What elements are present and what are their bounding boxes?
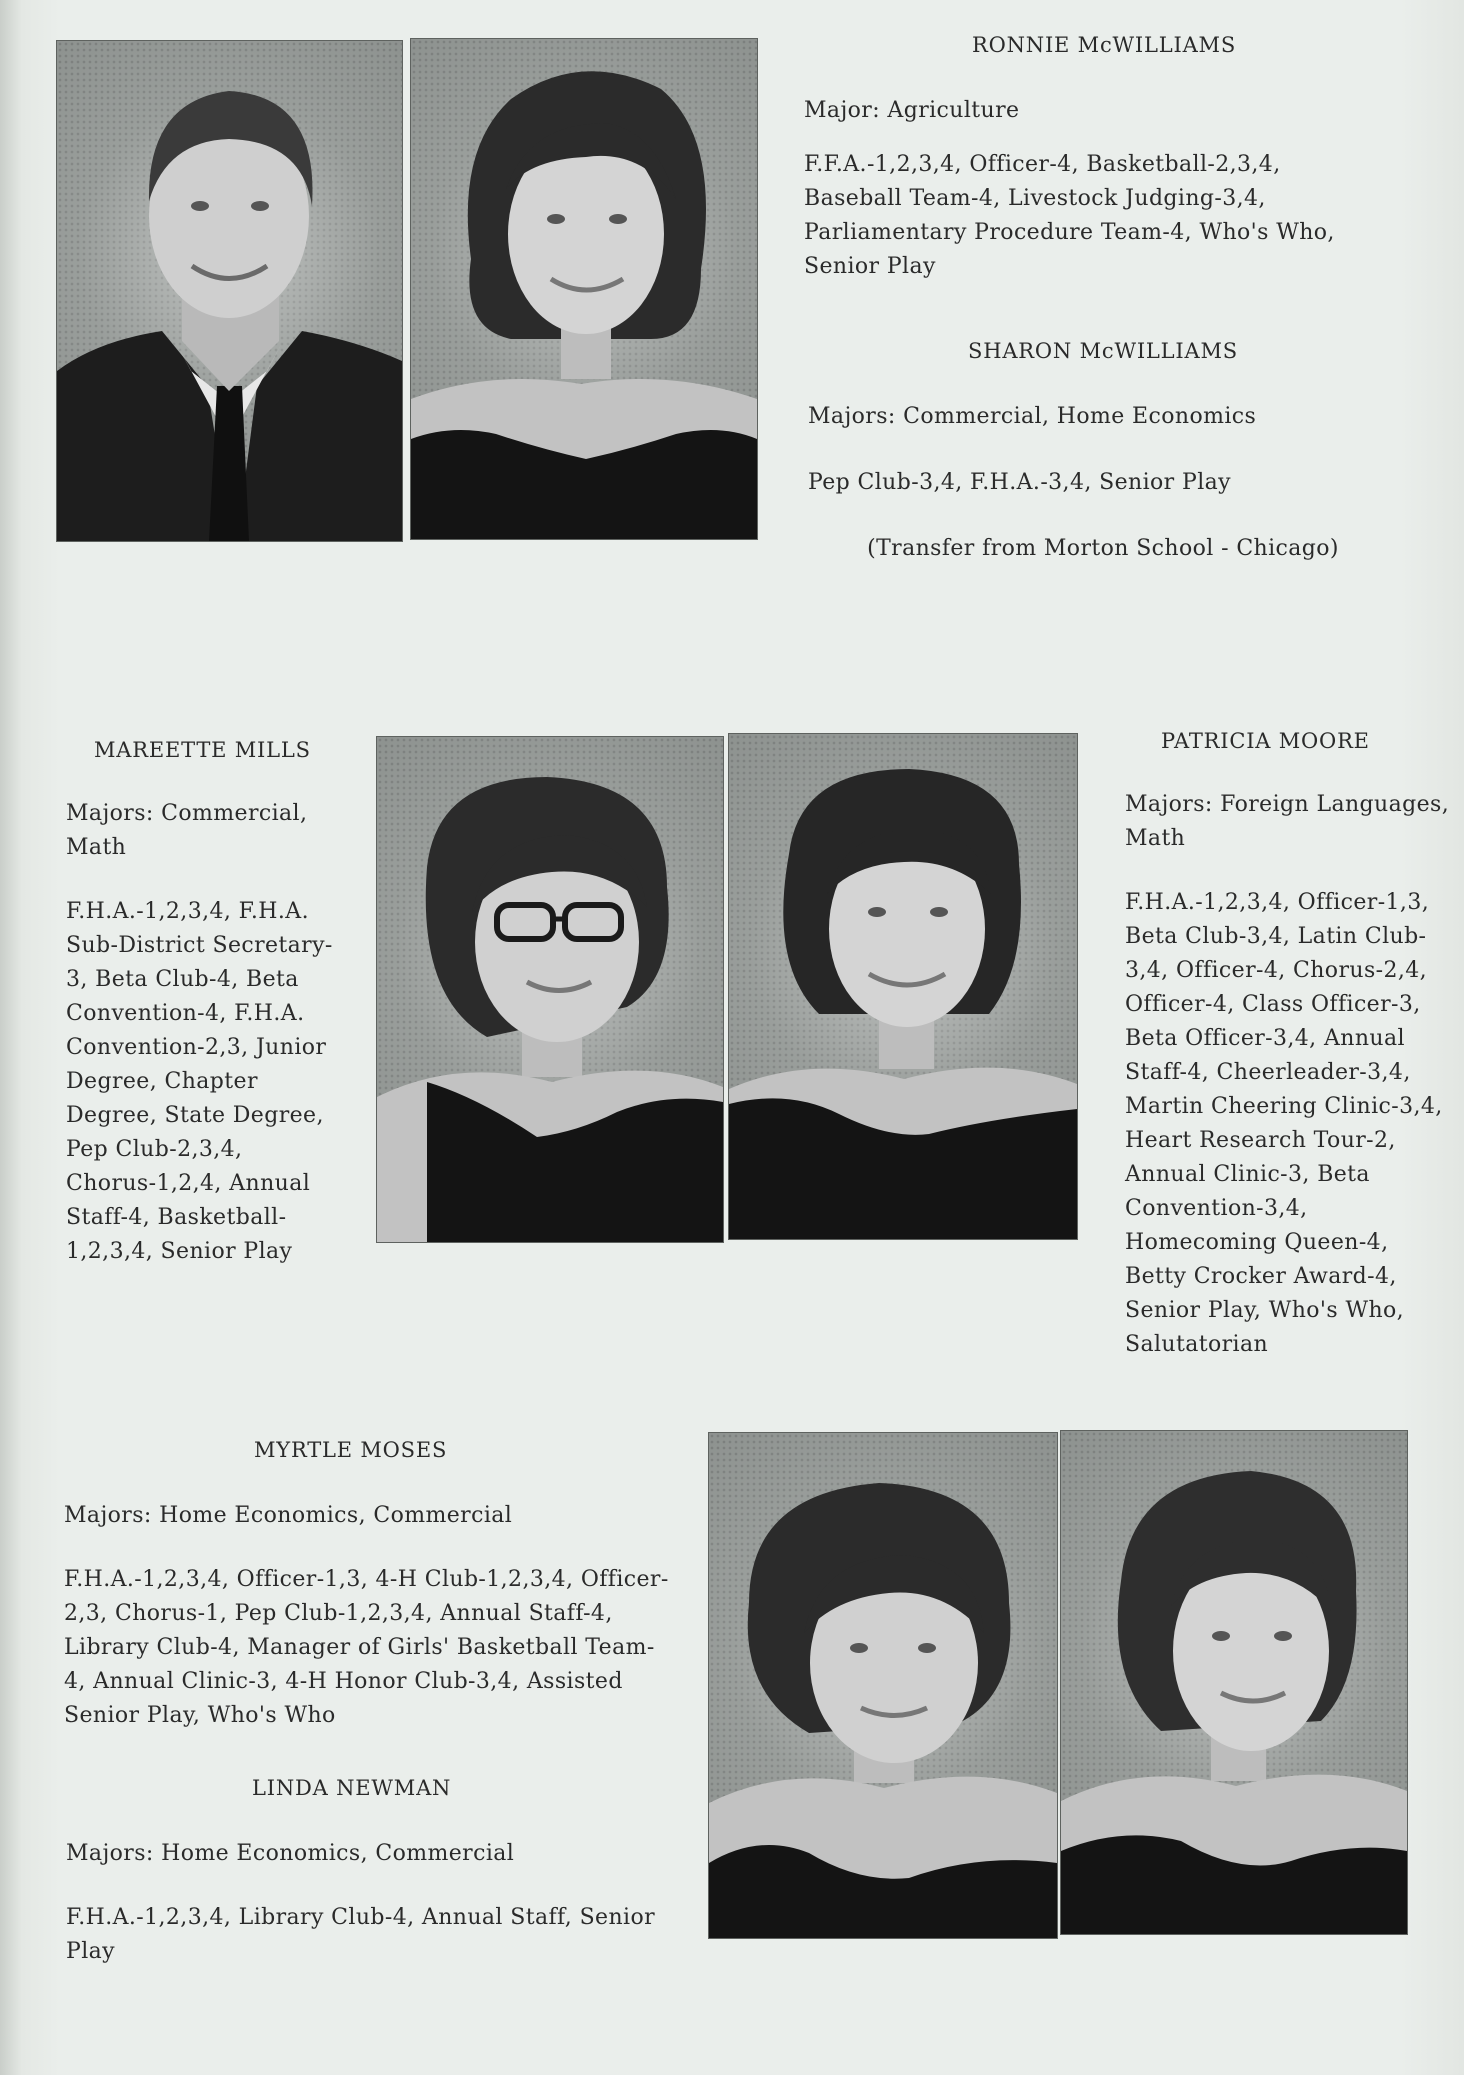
- bio-mareette-mills: [66, 733, 336, 1269]
- student-activities: F.H.A.-1,2,3,4, Officer-1,3, 4-H Club-1,2,3,4, Officer-2,3, Chorus-1, Pep Club-1,2,3,4, Annual Staff-4, Library Club-4, Manager of Girls' Basketball Team-4, Annual Clinic-3, 4-H Honor Club-3,4, Assisted Senior Play, Who's Who: [64, 1567, 669, 1728]
- student-name: SHARON McWILLIAMS: [968, 339, 1238, 363]
- bio-sharon-mcwilliams: [808, 334, 1368, 566]
- portrait-linda-newman: [1060, 1430, 1408, 1935]
- bio-linda-newman: [66, 1771, 666, 1969]
- student-majors: Majors: Home Economics, Commercial: [64, 1503, 513, 1528]
- student-majors: Majors: Commercial, Home Economics: [808, 404, 1257, 429]
- student-majors: Major: Agriculture: [804, 98, 1020, 123]
- portrait-mareette-mills: [376, 736, 724, 1243]
- student-name: LINDA NEWMAN: [252, 1776, 452, 1800]
- student-activities: F.F.A.-1,2,3,4, Officer-4, Basketball-2,3,4, Baseball Team-4, Livestock Judging-3,4, Parliamentary Procedure Team-4, Who's Who, Senior Play: [804, 152, 1335, 279]
- portrait-sharon-mcwilliams: [410, 38, 758, 540]
- bio-myrtle-moses: [64, 1433, 674, 1733]
- student-name: MYRTLE MOSES: [254, 1438, 448, 1462]
- student-activities: Pep Club-3,4, F.H.A.-3,4, Senior Play: [808, 470, 1231, 495]
- student-activities: F.H.A.-1,2,3,4, Library Club-4, Annual Staff, Senior Play: [66, 1905, 656, 1964]
- portrait-ronnie-mcwilliams: [56, 40, 403, 542]
- transfer-note: (Transfer from Morton School - Chicago): [867, 536, 1339, 561]
- student-majors: Majors: Foreign Languages, Math: [1125, 792, 1450, 851]
- student-name: MAREETTE MILLS: [94, 738, 311, 762]
- student-activities: F.H.A.-1,2,3,4, F.H.A. Sub-District Secretary-3, Beta Club-4, Beta Convention-4, F.H.A. Convention-2,3, Junior Degree, Chapter Degree, State Degree, Pep Club-2,3,4, Chorus-1,2,4, Annual Staff-4, Basketball-1,2,3,4, Senior Play: [66, 899, 333, 1264]
- student-name: RONNIE McWILLIAMS: [971, 33, 1237, 57]
- bio-patricia-moore: [1125, 724, 1455, 1362]
- student-name: PATRICIA MOORE: [1161, 729, 1370, 753]
- bio-ronnie-mcwilliams: [804, 28, 1364, 284]
- student-majors: Majors: Home Economics, Commercial: [66, 1841, 515, 1866]
- student-majors: Majors: Commercial, Math: [66, 801, 308, 860]
- student-activities: F.H.A.-1,2,3,4, Officer-1,3, Beta Club-3,4, Latin Club-3,4, Officer-4, Chorus-2,4, Officer-4, Class Officer-3, Beta Officer-3,4, Annual Staff-4, Cheerleader-3,4, Martin Cheering Clinic-3,4, Heart Research Tour-2, Annual Clinic-3, Beta Convention-3,4, Homecoming Queen-4, Betty Crocker Award-4, Senior Play, Who's Who, Salutatorian: [1125, 890, 1443, 1357]
- portrait-patricia-moore: [728, 733, 1078, 1240]
- portrait-myrtle-moses: [708, 1432, 1058, 1939]
